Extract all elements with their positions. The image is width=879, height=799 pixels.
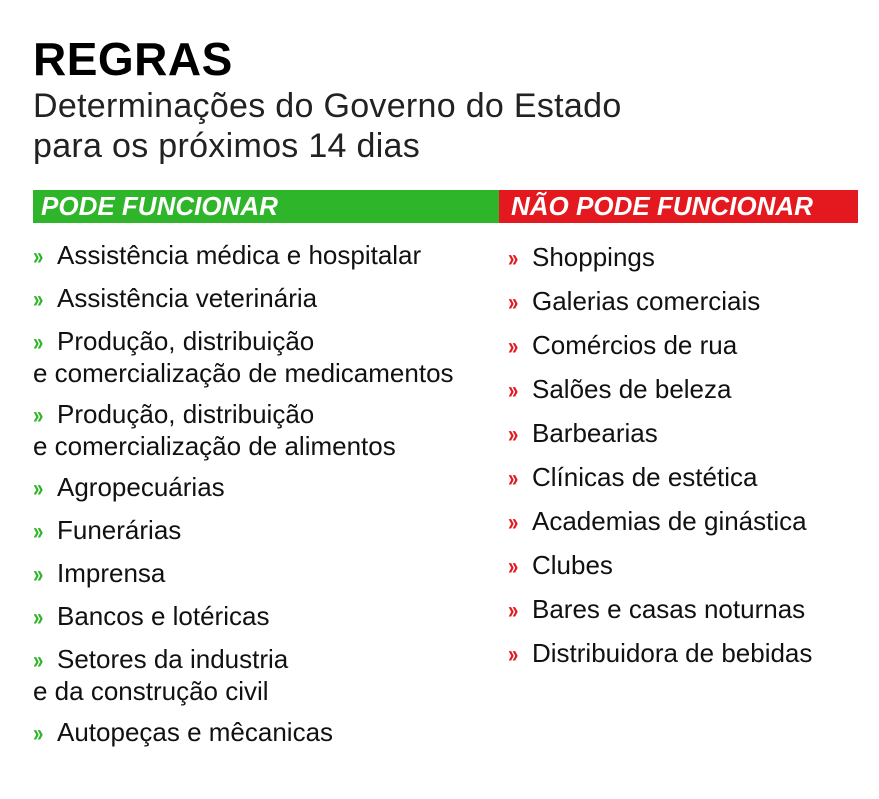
chevron-right-icon: ››: [508, 289, 516, 316]
chevron-right-icon: ››: [33, 475, 41, 502]
list-item: ›› Distribuidora de bebidas: [508, 638, 813, 668]
chevron-right-icon: ››: [33, 720, 41, 747]
chevron-right-icon: ››: [33, 329, 41, 356]
list-item: ›› Setores da industria e da construção civil: [33, 644, 493, 706]
chevron-right-icon: ››: [508, 465, 516, 492]
chevron-right-icon: ››: [33, 518, 41, 545]
chevron-right-icon: ››: [508, 553, 516, 580]
not-allowed-list: [508, 242, 868, 682]
chevron-right-icon: ››: [33, 402, 41, 429]
not-allowed-heading: NÃO PODE FUNCIONAR: [511, 191, 813, 221]
subtitle-line-2: para os próximos 14 dias: [33, 127, 421, 165]
list-item: ›› Produção, distribuição e comercialização de medicamentos: [33, 326, 493, 388]
list-item-continuation: e comercialização de alimentos: [33, 431, 396, 461]
page-title: REGRAS: [33, 33, 233, 85]
not-allowed-heading-bar: [499, 190, 858, 223]
list-item: ›› Barbearias: [508, 418, 658, 448]
chevron-right-icon: ››: [508, 333, 516, 360]
chevron-right-icon: ››: [33, 647, 41, 674]
list-item: ›› Imprensa: [33, 558, 166, 588]
subtitle-line-1: Determinações do Governo do Estado: [33, 87, 622, 125]
list-item: ›› Autopeças e mêcanicas: [33, 717, 334, 747]
list-item: ›› Galerias comerciais: [508, 286, 761, 316]
chevron-right-icon: ››: [508, 641, 516, 668]
chevron-right-icon: ››: [508, 421, 516, 448]
allowed-list: [33, 240, 493, 760]
chevron-right-icon: ››: [508, 597, 516, 624]
list-item: ›› Bares e casas noturnas: [508, 594, 806, 624]
list-item: ›› Bancos e lotéricas: [33, 601, 270, 631]
list-item: ›› Comércios de rua: [508, 330, 738, 360]
allowed-heading-bar: [33, 190, 499, 223]
chevron-right-icon: ››: [508, 245, 516, 272]
list-item: ›› Funerárias: [33, 515, 182, 545]
chevron-right-icon: ››: [33, 286, 41, 313]
list-item: ›› Academias de ginástica: [508, 506, 807, 536]
allowed-heading: PODE FUNCIONAR: [41, 191, 278, 221]
list-item: ›› Clínicas de estética: [508, 462, 758, 492]
chevron-right-icon: ››: [33, 561, 41, 588]
list-item-continuation: e da construção civil: [33, 676, 269, 706]
list-item: ›› Salões de beleza: [508, 374, 732, 404]
chevron-right-icon: ››: [33, 604, 41, 631]
page-subtitle: [33, 86, 622, 166]
list-item-continuation: e comercialização de medicamentos: [33, 358, 454, 388]
list-item: ›› Shoppings: [508, 242, 655, 272]
list-item: ›› Agropecuárias: [33, 472, 225, 502]
list-item: ›› Produção, distribuição e comercialização de alimentos: [33, 399, 493, 461]
list-item: ›› Clubes: [508, 550, 613, 580]
chevron-right-icon: ››: [508, 377, 516, 404]
list-item: ›› Assistência veterinária: [33, 283, 318, 313]
chevron-right-icon: ››: [508, 509, 516, 536]
chevron-right-icon: ››: [33, 243, 41, 270]
list-item: ›› Assistência médica e hospitalar: [33, 240, 422, 270]
